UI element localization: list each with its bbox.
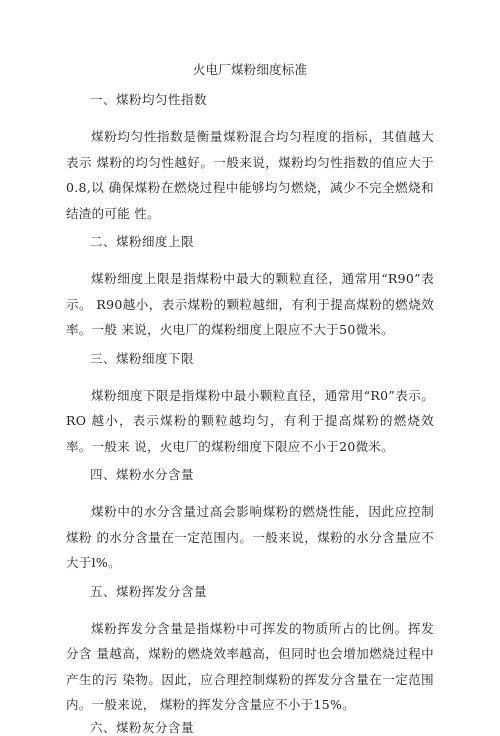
section-body-fineness-upper-limit: 煤粉细度上限是指煤粉中最大的颗粒直径，通常用“R90”表示。 R90越小，表示煤粉的颗粒越细，有利于提高煤粉的燃烧效率。一般 来说，火电厂的煤粉细度上限应不大于50微米。 — [66, 271, 434, 337]
section-heading-volatile-content: 五、煤粉挥发分含量 — [90, 583, 208, 599]
section-heading-ash-content: 六、煤粉灰分含量 — [90, 719, 195, 735]
section-heading-fineness-lower-limit: 三、煤粉细度下限 — [90, 350, 195, 366]
section-body-volatile-content: 煤粉挥发分含量是指煤粉中可挥发的物质所占的比例。挥发分含 量越高，煤粉的燃烧效率越高，但同时也会增加燃烧过程中产生的污 染物。因此，应合理控制煤粉的挥发分含量在一定范围内。一般来说， 煤粉的挥发分含量应不小于15%。 — [66, 620, 434, 712]
section-heading-moisture-content: 四、煤粉水分含量 — [90, 467, 195, 482]
section-body-moisture-content: 煤粉中的水分含量过高会影响煤粉的燃烧性能，因此应控制煤粉 的水分含量在一定范围内。一般来说，煤粉的水分含量应不大于l%。 — [66, 504, 434, 570]
section-heading-fineness-upper-limit: 二、煤粉细度上限 — [90, 234, 195, 249]
section-heading-uniformity-index: 一、煤粉均匀性指数 — [90, 92, 208, 107]
section-body-fineness-lower-limit: 煤粉细度下限是指煤粉中最小颗粒直径，通常用“R0”表示。RO 越小，表示煤粉的颗粒越均匀，有利于提高煤粉的燃烧效率。一般来 说，火电厂的煤粉细度下限应不小于20微米。 — [66, 387, 434, 454]
section-body-uniformity-index: 煤粉均匀性指数是衡量煤粉混合均匀程度的指标，其值越大表示 煤粉的均匀性越好。一般来说，煤粉均匀性指数的值应大于0.8,以 确保煤粉在燃烧过程中能够均匀燃烧，减少不完全燃烧和结渣的可能 性。 — [66, 129, 434, 221]
document-title: 火电厂煤粉细度标准 — [192, 62, 308, 77]
